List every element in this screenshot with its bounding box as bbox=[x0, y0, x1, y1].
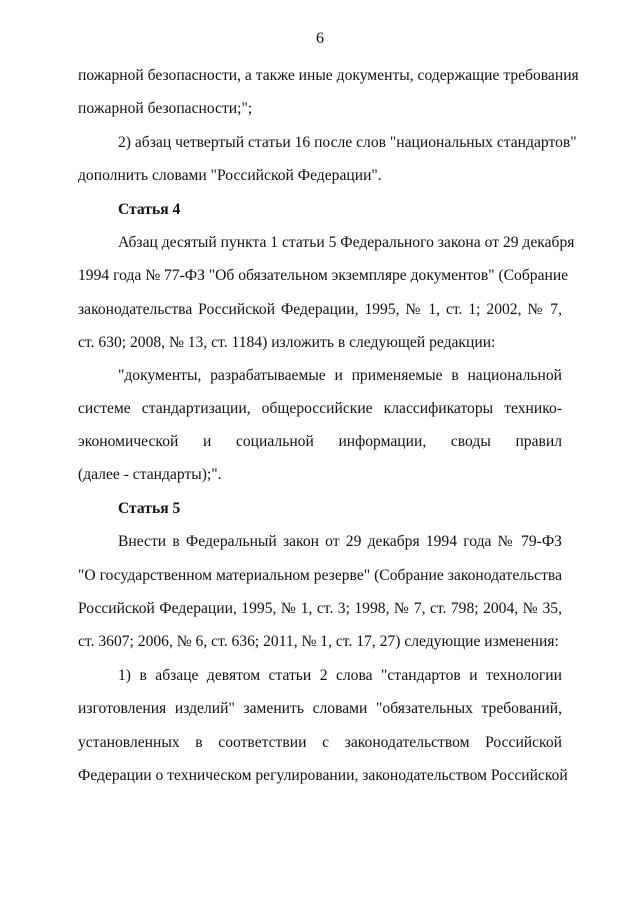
text-line: Внести в Федеральный закон от 29 декабря 1994 года № 79-ФЗ bbox=[118, 533, 562, 550]
text-line: системе стандартизации, общероссийские классификаторы технико- bbox=[78, 400, 562, 417]
text-line: пожарной безопасности, а также иные документы, содержащие требования bbox=[78, 67, 579, 84]
text-line: установленных в соответствии с законодательством Российской bbox=[78, 734, 562, 751]
text-line: законодательства Российской Федерации, 1995, № 1, ст. 1; 2002, № 7, bbox=[78, 301, 562, 318]
article-4-heading: Статья 4 bbox=[118, 201, 181, 218]
text-line: ст. 3607; 2006, № 6, ст. 636; 2011, № 1, ст. 17, 27) следующие изменения: bbox=[78, 633, 559, 650]
text-line: дополнить словами "Российской Федерации". bbox=[78, 167, 382, 184]
text-line: изготовления изделий" заменить словами "обязательных требований, bbox=[78, 700, 562, 717]
text-line: "документы, разрабатываемые и применяемые в национальной bbox=[118, 367, 562, 384]
text-line: ст. 630; 2008, № 13, ст. 1184) изложить в следующей редакции: bbox=[78, 334, 496, 351]
article-5-heading: Статья 5 bbox=[118, 500, 181, 517]
text-line: Абзац десятый пункта 1 статьи 5 Федерального закона от 29 декабря bbox=[118, 234, 575, 251]
text-line: Российской Федерации, 1995, № 1, ст. 3; 1998, № 7, ст. 798; 2004, № 35, bbox=[78, 600, 562, 617]
text-line: Федерации о техническом регулировании, законодательством Российской bbox=[78, 767, 568, 784]
page-number: 6 bbox=[316, 30, 324, 47]
text-line: "О государственном материальном резерве" (Собрание законодательства bbox=[78, 567, 562, 584]
text-line: пожарной безопасности;"; bbox=[78, 100, 253, 117]
text-line: 1994 года № 77-ФЗ "Об обязательном экземпляре документов" (Собрание bbox=[78, 267, 569, 284]
text-line: 1) в абзаце девятом статьи 2 слова "стандартов и технологии bbox=[118, 667, 562, 684]
text-line: экономической и социальной информации, своды правил bbox=[78, 433, 562, 450]
text-line: 2) абзац четвертый статьи 16 после слов "национальных стандартов" bbox=[118, 134, 577, 151]
text-line: (далее - стандарты);". bbox=[78, 466, 222, 483]
